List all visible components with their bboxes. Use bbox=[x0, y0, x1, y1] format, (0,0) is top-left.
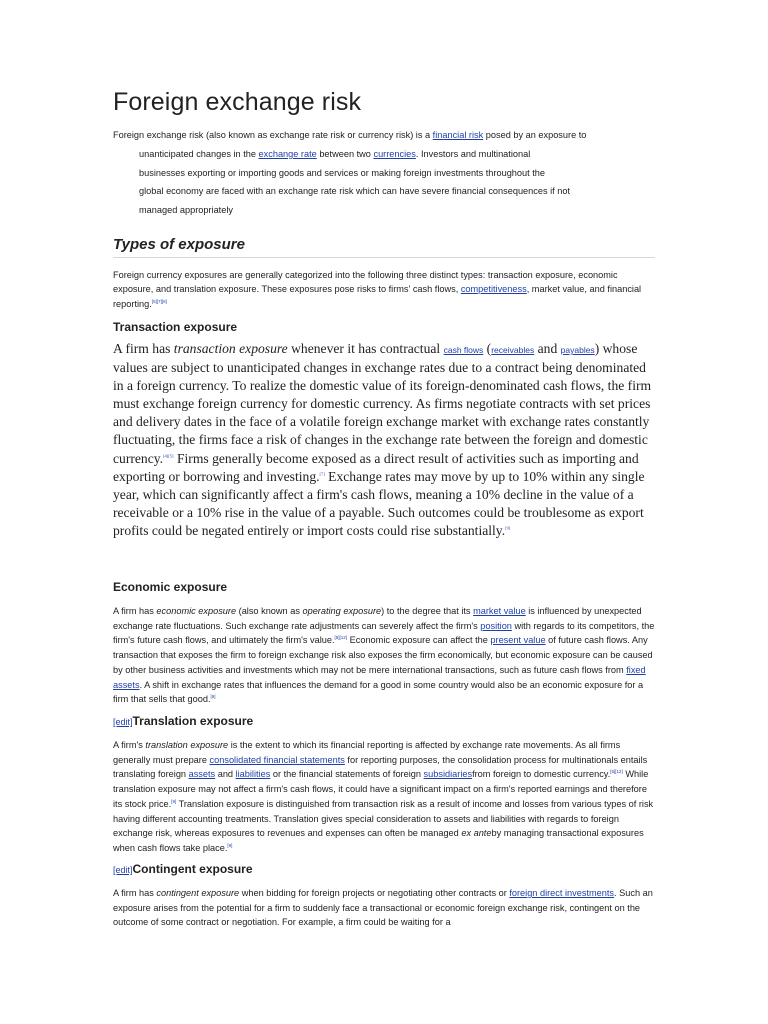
types-text: , market value, and financial reporting. bbox=[113, 284, 642, 309]
heading-contingent-exposure bbox=[113, 862, 253, 876]
econ-text: . A shift in exchange rates that influences the demand for a good in some country would also be an economic exposure for a firm that sells that good. bbox=[113, 679, 644, 705]
trans-text: Translation exposure is distinguished from transaction risk as a result of income and losses from various types of risk having different accounting treatments. Translation gives special consideration to assets and liabilities with regards to foreign exchange risk, whereas exposures to revenues and expenses can often be managed bbox=[113, 798, 654, 839]
link-fixed-assets[interactable]: fixed assets bbox=[113, 664, 646, 690]
reference-marker[interactable]: [5][12] bbox=[610, 769, 623, 775]
tx-text: A firm has bbox=[113, 341, 174, 356]
tx-text: ( bbox=[483, 341, 492, 356]
cont-text: A firm has bbox=[113, 888, 157, 898]
econ-text: Economic exposure can affect the bbox=[347, 635, 491, 646]
lead-text: between two bbox=[316, 148, 374, 159]
econ-text: (also known as bbox=[236, 606, 303, 616]
lead-line: global economy are faced with an exchange rate risk which can have severe financial consequences if not bbox=[139, 186, 571, 197]
trans-text: or the financial statements of foreign bbox=[270, 769, 424, 780]
types-paragraph bbox=[113, 268, 655, 311]
heading-text: Contingent exposure bbox=[132, 862, 253, 876]
link-competitiveness[interactable]: competitiveness bbox=[460, 284, 527, 295]
lead-line: businesses exporting or importing goods and services or making foreign investments throughout the bbox=[139, 167, 546, 178]
link-present-value[interactable]: present value bbox=[490, 635, 546, 646]
econ-text: ) to the degree that its bbox=[381, 606, 474, 616]
translation-paragraph bbox=[113, 738, 657, 856]
link-foreign-direct-investments[interactable]: foreign direct investments bbox=[509, 888, 615, 898]
economic-paragraph bbox=[113, 604, 656, 707]
cont-text: . Such an exposure arises from the potential for a firm to suddenly face a transactional or economic foreign exchange risk, contingent on the outcome of some contract or negotiation. For example, a firm could be waiting for a bbox=[113, 888, 653, 928]
econ-text: is influenced by unexpected exchange rate fluctuations. Such exchange rate adjustments can severely affect the firm's bbox=[113, 606, 642, 631]
econ-text: with regards to its competitors, the firm's future cash flows, and ultimately the firm's value. bbox=[113, 620, 655, 646]
transaction-paragraph bbox=[113, 340, 658, 540]
econ-text: A firm has bbox=[113, 606, 157, 616]
link-subsidiaries[interactable]: subsidiaries bbox=[423, 769, 473, 780]
tx-text: ) whose values are subject to unanticipated changes in exchange rates due to a contract being denominated in a foreign currency. To realize the domestic value of its foreign-denominated cash flows, the firm must exchange foreign currency for domestic currency. As firms negotiate contracts with set prices and delivery dates in the face of a volatile foreign exchange market with exchange rates constantly fluctuating, the firms face a risk of changes in the exchange rate between the foreign and domestic currency. bbox=[113, 341, 652, 466]
cont-text: when bidding for foreign projects or negotiating other contracts or bbox=[239, 888, 510, 898]
lead-line: managed appropriately bbox=[139, 205, 233, 216]
reference-marker[interactable]: [5][12] bbox=[334, 635, 348, 641]
reference-marker[interactable]: [4][5] bbox=[163, 453, 174, 459]
link-currencies[interactable]: currencies bbox=[373, 148, 416, 159]
econ-term: economic exposure bbox=[156, 606, 237, 616]
trans-text: is the extent to which its financial reporting is affected by exchange rate movements. As all firms generally must prepare bbox=[113, 740, 621, 765]
trans-text: for reporting purposes, the consolidation process for multinationals entails translating foreign bbox=[113, 754, 648, 780]
heading-economic-exposure: Economic exposure bbox=[113, 580, 228, 594]
trans-text: While translation exposure may not affect a firm's cash flows, it could have a significant impact on a firm's reported earnings and therefore its stock price. bbox=[113, 769, 649, 809]
link-liabilities[interactable]: liabilities bbox=[235, 769, 271, 780]
tx-text: Exchange rates may move by up to 10% within any single year, which can significantly affect a firm's cash flows, meaning a 10% decline in the value of a receivable or a 10% rise in the value of a payable. Such outcomes could be troublesome as export profits could be negated entirely or import costs could rise substantially. bbox=[113, 468, 645, 538]
reference-marker[interactable]: [9] bbox=[210, 694, 216, 700]
link-position[interactable]: position bbox=[480, 620, 512, 631]
link-cash-flows[interactable]: cash flows bbox=[443, 345, 484, 355]
tx-text: whenever it has contractual bbox=[287, 341, 444, 356]
trans-text: A firm's bbox=[113, 740, 146, 750]
trans-text: by managing transactional exposures when cash flows take place. bbox=[113, 828, 644, 853]
tx-text: and bbox=[534, 341, 561, 356]
lead-text: Foreign exchange risk (also known as exchange rate risk or currency risk) is a bbox=[113, 130, 433, 140]
types-text: Foreign currency exposures are generally categorized into the following three distinct types: transaction exposure, economic exposure, and translation exposure. These exposures pose risks to firms' cash flows, bbox=[113, 270, 618, 295]
lead-text: posed by an exposure to bbox=[483, 130, 587, 140]
trans-term: translation exposure bbox=[145, 740, 229, 750]
lead-text: . Investors and multinational bbox=[415, 148, 531, 159]
cont-term: contingent exposure bbox=[156, 888, 240, 898]
link-assets[interactable]: assets bbox=[188, 769, 216, 780]
lead-line bbox=[113, 147, 655, 166]
lead-text: unanticipated changes in the bbox=[139, 148, 259, 159]
tx-term: transaction exposure bbox=[173, 341, 288, 356]
tx-text: Firms generally become exposed as a direct result of activities such as importing and exporting or borrowing and investing. bbox=[113, 450, 639, 484]
heading-text: Translation exposure bbox=[132, 714, 254, 728]
contingent-paragraph bbox=[113, 886, 655, 930]
reference-marker[interactable]: [5][7][8] bbox=[151, 298, 167, 304]
link-market-value[interactable]: market value bbox=[473, 606, 526, 616]
reference-marker[interactable]: [7] bbox=[319, 471, 325, 477]
page-title: Foreign exchange risk bbox=[113, 88, 362, 116]
lead-line bbox=[113, 128, 655, 147]
trans-text: from foreign to domestic currency. bbox=[472, 769, 611, 780]
link-consolidated-financial-statements[interactable]: consolidated financial statements bbox=[209, 754, 345, 765]
edit-link[interactable]: [edit] bbox=[113, 717, 133, 727]
heading-translation-exposure bbox=[113, 714, 253, 728]
econ-text: of future cash flows. Any transaction that exposes the firm to foreign exchange risk also exposes the firm economically, but economic exposure can be caused by other business activities and investments which may not be mere international transactions, such as future cash flows from bbox=[113, 635, 653, 675]
link-payables[interactable]: payables bbox=[560, 345, 595, 355]
heading-transaction-exposure: Transaction exposure bbox=[113, 320, 238, 334]
link-financial-risk[interactable]: financial risk bbox=[432, 130, 484, 140]
reference-marker[interactable]: [9] bbox=[505, 525, 511, 531]
link-exchange-rate[interactable]: exchange rate bbox=[258, 148, 317, 159]
econ-term: operating exposure bbox=[302, 606, 382, 616]
reference-marker[interactable]: [9] bbox=[171, 798, 177, 804]
trans-term: ex ante bbox=[461, 828, 492, 839]
lead-paragraph bbox=[113, 128, 655, 222]
edit-link[interactable]: [edit] bbox=[113, 865, 133, 875]
section-heading-types: Types of exposure bbox=[113, 236, 655, 258]
reference-marker[interactable]: [9] bbox=[227, 842, 233, 848]
link-receivables[interactable]: receivables bbox=[491, 345, 535, 355]
trans-text: and bbox=[215, 769, 236, 780]
